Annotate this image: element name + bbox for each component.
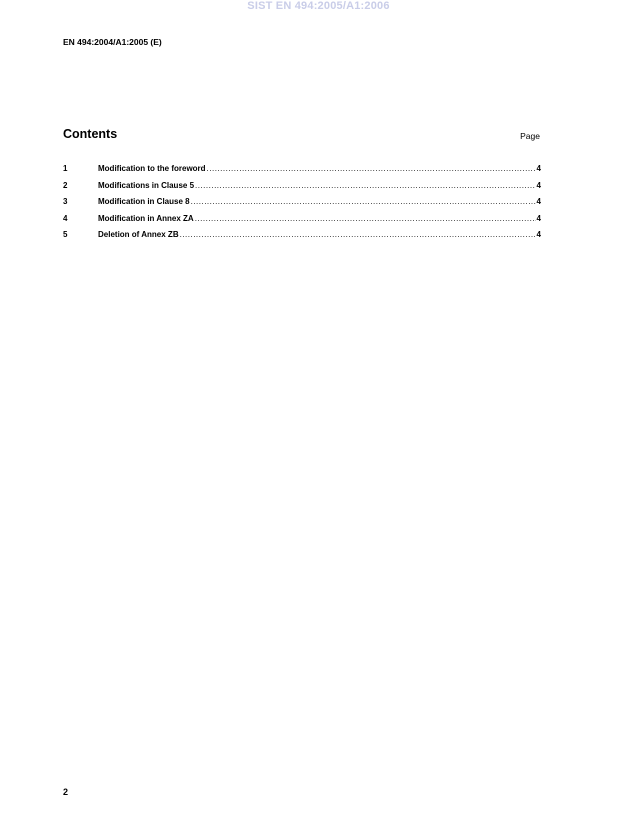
toc-entry[interactable] <box>63 230 541 247</box>
toc-leader-dots <box>191 197 536 206</box>
toc-entry-page: 4 <box>536 197 541 206</box>
toc-entry-number: 2 <box>63 180 68 190</box>
toc-leader-dots <box>195 181 536 190</box>
toc-entry-title: Modification in Clause 8 <box>98 197 190 206</box>
watermark: SIST EN 494:2005/A1:2006 <box>247 0 390 12</box>
page-number: 2 <box>63 787 69 797</box>
toc-entry-page: 4 <box>536 230 541 239</box>
toc-entry[interactable] <box>63 181 541 198</box>
toc-entry[interactable] <box>63 197 541 214</box>
toc-entry-page: 4 <box>536 213 541 223</box>
toc-leader-dots <box>195 214 536 223</box>
toc-entry-number: 4 <box>63 213 68 223</box>
toc-entry[interactable] <box>63 214 541 231</box>
toc-leader-dots <box>207 164 536 173</box>
table-of-contents <box>63 164 541 247</box>
contents-heading: Contents <box>63 127 118 141</box>
toc-leader-dots <box>180 230 536 239</box>
toc-entry-title: Modification to the foreword <box>98 164 206 173</box>
toc-entry-title: Modification in Annex ZA <box>98 213 194 223</box>
toc-entry[interactable] <box>63 164 541 181</box>
toc-entry-number: 1 <box>63 164 68 173</box>
toc-entry-title: Modifications in Clause 5 <box>98 180 195 190</box>
toc-entry-number: 3 <box>63 197 68 206</box>
toc-entry-title: Deletion of Annex ZB <box>98 230 179 239</box>
toc-entry-number: 5 <box>63 230 68 239</box>
toc-entry-page: 4 <box>536 164 541 173</box>
document-id: EN 494:2004/A1:2005 (E) <box>63 37 162 47</box>
toc-entry-page: 4 <box>536 180 541 190</box>
page-column-label: Page <box>520 131 540 141</box>
